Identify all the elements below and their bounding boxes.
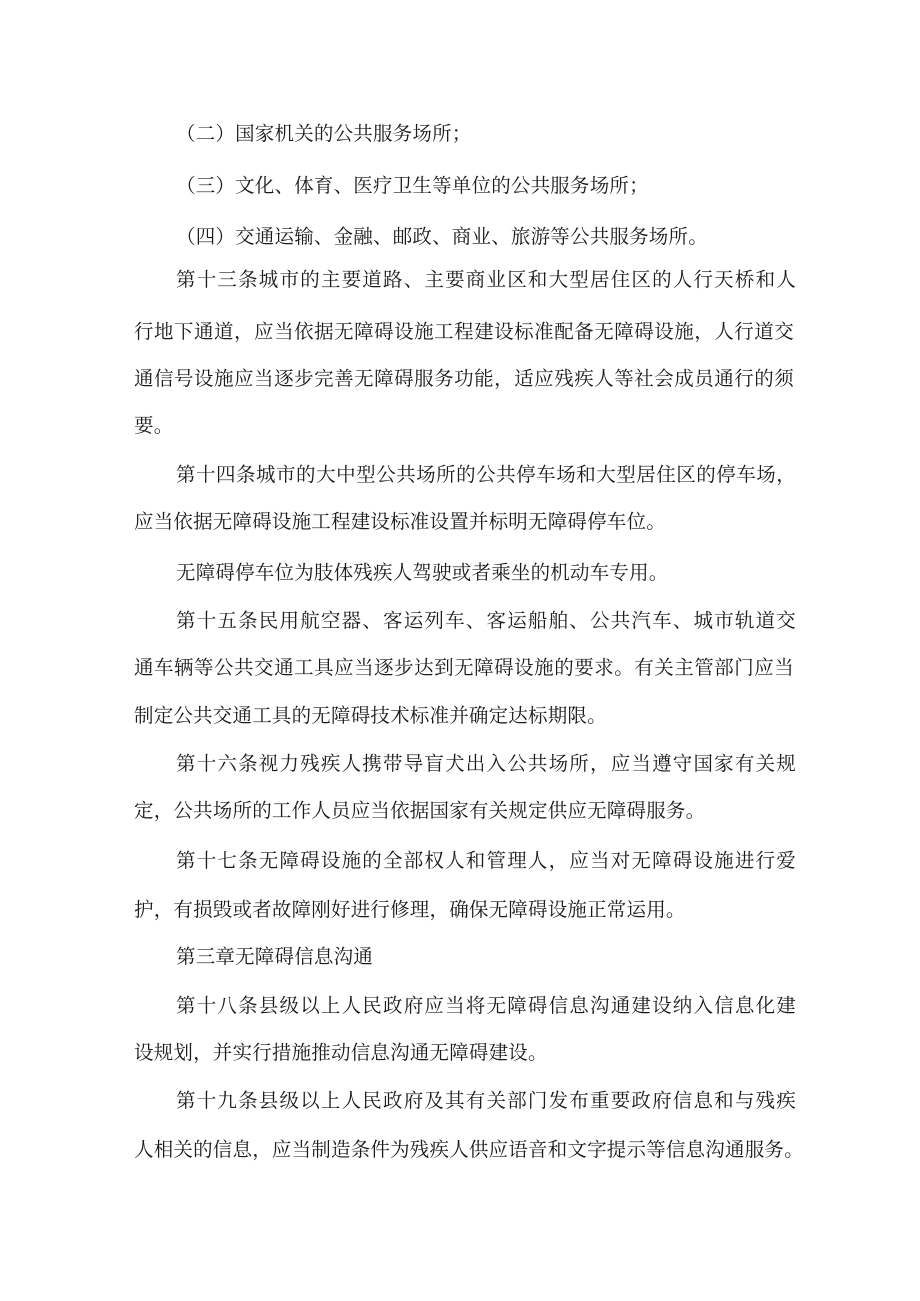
text-line: 行地下通道，应当依据无障碍设施工程建设标准配备无障碍设施，人行道交	[134, 320, 794, 343]
text-line: 通车辆等公共交通工具应当逐步达到无障碍设施的要求。有关主管部门应当	[134, 656, 794, 679]
text-line: 定，公共场所的工作人员应当依据国家有关规定供应无障碍服务。	[134, 799, 706, 822]
text-line: 第十四条城市的大中型公共场所的公共停车场和大型居住区的停车场，	[176, 463, 796, 486]
text-line: 应当依据无障碍设施工程建设标准设置并标明无障碍停车位。	[134, 510, 666, 533]
text-line: 通信号设施应当逐步完善无障碍服务功能，适应残疾人等社会成员通行的须	[134, 367, 794, 390]
section-heading: 第三章无障碍信息沟通	[176, 945, 374, 968]
text-line: 制定公共交通工具的无障碍技术标准并确定达标期限。	[134, 704, 607, 727]
text-line: 第十五条民用航空器、客运列车、客运船舶、公共汽车、城市轨道交	[176, 609, 796, 632]
text-line: 第十六条视力残疾人携带导盲犬出入公共场所，应当遵守国家有关规	[176, 752, 796, 775]
text-line: 第十七条无障碍设施的全部权人和管理人，应当对无障碍设施进行爱	[176, 849, 796, 872]
text-line: 要。	[134, 414, 174, 437]
text-line: 人相关的信息，应当制造条件为残疾人供应语音和文字提示等信息沟通服务。	[134, 1138, 804, 1161]
text-line: 无障碍停车位为肢体残疾人驾驶或者乘坐的机动车专用。	[176, 561, 669, 584]
text-line: 设规划，并实行措施推动信息沟通无障碍建设。	[134, 1041, 548, 1064]
text-line: （四）交通运输、金融、邮政、商业、旅游等公共服务场所。	[176, 225, 708, 248]
text-line: 第十九条县级以上人民政府及其有关部门发布重要政府信息和与残疾	[176, 1089, 796, 1112]
text-line: （三）文化、体育、医疗卫生等单位的公共服务场所；	[176, 174, 649, 197]
text-line: （二）国家机关的公共服务场所；	[176, 122, 472, 145]
text-line: 第十八条县级以上人民政府应当将无障碍信息沟通建设纳入信息化建	[176, 994, 796, 1017]
text-line: 第十三条城市的主要道路、主要商业区和大型居住区的人行天桥和人	[176, 268, 796, 291]
text-line: 护，有损毁或者故障刚好进行修理，确保无障碍设施正常运用。	[134, 898, 686, 921]
